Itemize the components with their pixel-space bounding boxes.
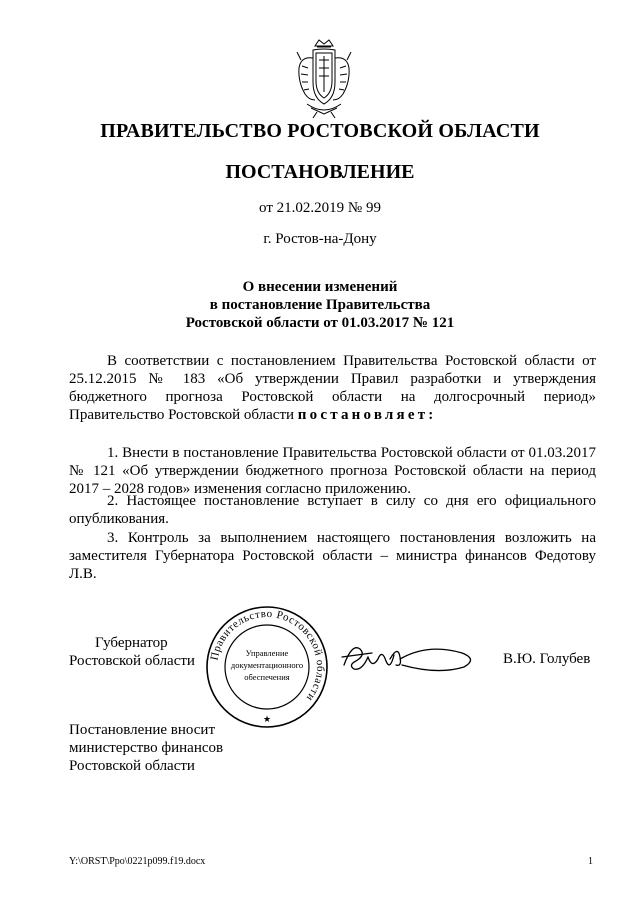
svg-text:Управление: Управление [245,648,289,658]
svg-text:Правительство Ростовской облас: Правительство Ростовской области [208,607,327,704]
preamble-text: В соответствии с постановлением Правительства Ростовской области от 25.12.2015 № 183 «Об утверждении Правил разработки и утверждения бюджетного прогноза Ростовской области на долгосрочный период» Правительство Ростовской области [69,353,596,423]
note-line: Постановление вносит [69,722,216,738]
subject-line: О внесении изменений [242,279,398,295]
item-2-paragraph: 2. Настоящее постановление вступает в силу со дня его официального опубликования. [69,493,596,527]
subject-line: в постановление Правительства [209,297,431,313]
signatory-title-line: Губернатор [95,635,168,651]
document-city: г. Ростов-на-Дону [263,231,377,247]
resolves-word: постановляет: [297,407,437,423]
footer-page-number: 1 [588,856,593,867]
note-line: министерство финансов [69,740,224,756]
signatory-title-line: Ростовской области [69,653,195,669]
footer-file-path: Y:\ORST\Ppo\0221p099.f19.docx [69,856,206,867]
item-3-paragraph: 3. Контроль за выполнением настоящего постановления возложить на заместителя Губернатора Ростовской области – министра финансов Федотову Л.В. [69,530,596,582]
svg-text:обеспечения: обеспечения [244,672,290,682]
item-1-paragraph: 1. Внести в постановление Правительства Ростовской области от 01.03.2017 № 121 «Об утверждении бюджетного прогноза Ростовской области на период 2017 – 2028 годов» изменения согласно приложению. [69,445,596,497]
preamble-paragraph [69,352,596,424]
svg-text:документационного: документационного [230,660,304,670]
organization-title: ПРАВИТЕЛЬСТВО РОСТОВСКОЙ ОБЛАСТИ [100,120,540,142]
coat-of-arms-icon [293,38,355,120]
svg-text:★: ★ [262,714,272,724]
signatory-title [69,634,219,670]
note-line: Ростовской области [69,758,195,774]
document-date-number: от 21.02.2019 № 99 [259,200,381,216]
document-type: ПОСТАНОВЛЕНИЕ [225,161,415,183]
handwritten-signature [338,635,478,680]
signatory-name: В.Ю. Голубев [503,651,591,667]
official-stamp [204,604,330,730]
subject-line: Ростовской области от 01.03.2017 № 121 [185,315,455,331]
document-subject [150,278,490,332]
submitted-by-note [69,721,269,775]
